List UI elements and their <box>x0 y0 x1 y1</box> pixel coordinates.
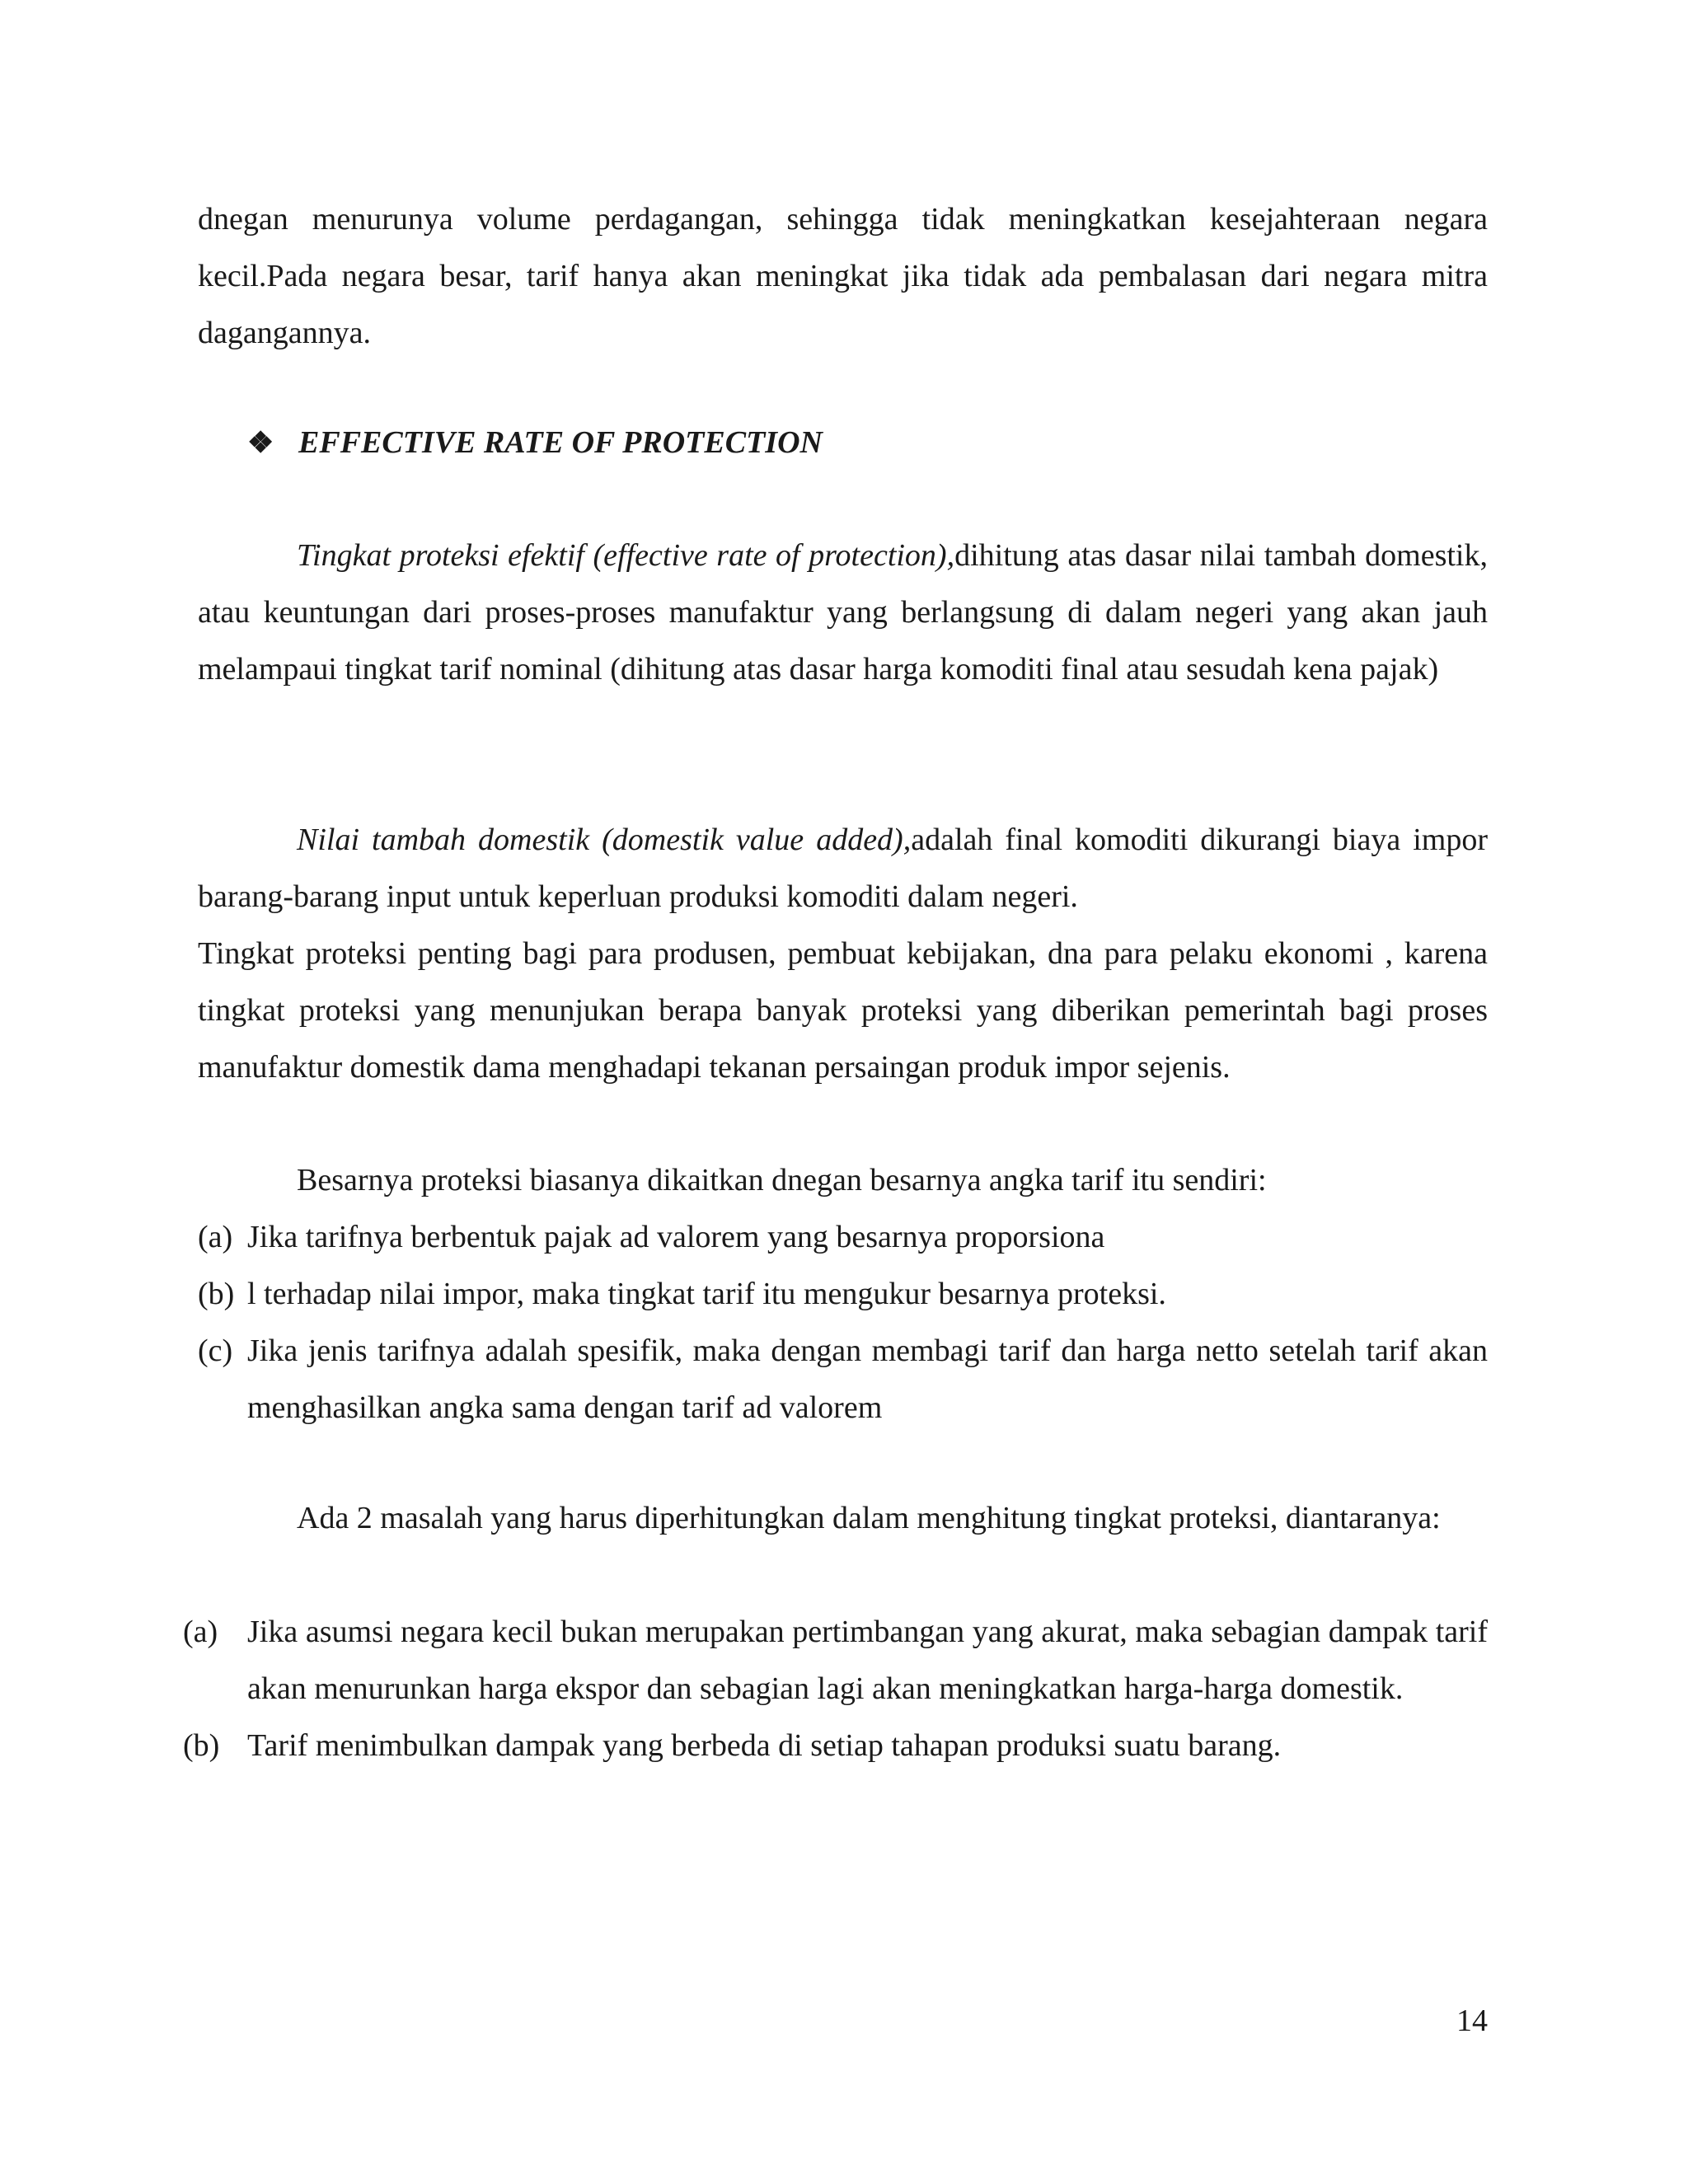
value-added-definition: adalah final komoditi dikurangi biaya impor barang-barang input untuk keperluan produksi komoditi dalam negeri. <box>198 823 1489 914</box>
section-heading <box>247 415 823 471</box>
tarif-list <box>198 1209 1488 1436</box>
diamond-bullet-icon: ❖ <box>247 426 274 459</box>
page-number: 14 <box>1456 2004 1488 2038</box>
list-item <box>198 1209 1488 1266</box>
list-item-text: Tarif menimbulkan dampak yang berbeda di setiap tahapan produksi suatu barang. <box>247 1728 1282 1763</box>
besarnya-paragraph: Besarnya proteksi biasanya dikaitkan dnegan besarnya angka tarif itu sendiri: <box>297 1163 1267 1197</box>
erp-paragraph <box>198 527 1488 698</box>
list-marker: (a) <box>183 1615 218 1649</box>
list-marker: (b) <box>183 1728 220 1763</box>
value-added-paragraph <box>198 812 1488 926</box>
importance-paragraph: Tingkat proteksi penting bagi para produsen, pembuat kebijakan, dna para pelaku ekonomi , karena tingkat proteksi yang menunjukan berapa banyak proteksi yang diberikan pemerintah bagi proses manufaktur domestik dama menghadapi tekanan persaingan produk impor sejenis. <box>198 936 1488 1085</box>
intro-paragraph: dnegan menurunya volume perdagangan, sehingga tidak meningkatkan kesejahteraan negara kecil.Pada negara besar, tarif hanya akan meningkat jika tidak ada pembalasan dari negara mitra dagangannya. <box>198 202 1488 350</box>
list-item-text: Jika jenis tarifnya adalah spesifik, maka dengan membagi tarif dan harga netto setelah tarif akan menghasilkan angka sama dengan tarif ad valorem <box>247 1333 1488 1425</box>
list-item <box>183 1718 1488 1774</box>
list-marker: (b) <box>198 1277 235 1311</box>
section-title: EFFECTIVE RATE OF PROTECTION <box>298 425 823 460</box>
erp-term: Tingkat proteksi efektif (effective rate of protection), <box>297 538 955 573</box>
list-item-text: l terhadap nilai impor, maka tingkat tarif itu mengukur besarnya proteksi. <box>247 1277 1166 1311</box>
list-item <box>198 1323 1488 1436</box>
masalah-list <box>183 1604 1488 1774</box>
value-added-term: Nilai tambah domestik (domestik value added), <box>297 823 912 857</box>
list-marker: (c) <box>198 1333 233 1368</box>
list-item-text: Jika asumsi negara kecil bukan merupakan pertimbangan yang akurat, maka sebagian dampak tarif akan menurunkan harga ekspor dan sebagian lagi akan meningkatkan harga-harga domestik. <box>247 1615 1488 1706</box>
list-item <box>183 1604 1488 1718</box>
masalah-paragraph: Ada 2 masalah yang harus diperhitungkan dalam menghitung tingkat proteksi, diantaranya: <box>297 1501 1441 1535</box>
list-marker: (a) <box>198 1220 233 1254</box>
list-item-text: Jika tarifnya berbentuk pajak ad valorem yang besarnya proporsiona <box>247 1220 1105 1254</box>
list-item <box>198 1266 1488 1323</box>
erp-definition: dihitung atas dasar nilai tambah domestik, atau keuntungan dari proses-proses manufaktur yang berlangsung di dalam negeri yang akan jauh melampaui tingkat tarif nominal (dihitung atas dasar harga komoditi final atau sesudah kena pajak) <box>198 538 1488 687</box>
